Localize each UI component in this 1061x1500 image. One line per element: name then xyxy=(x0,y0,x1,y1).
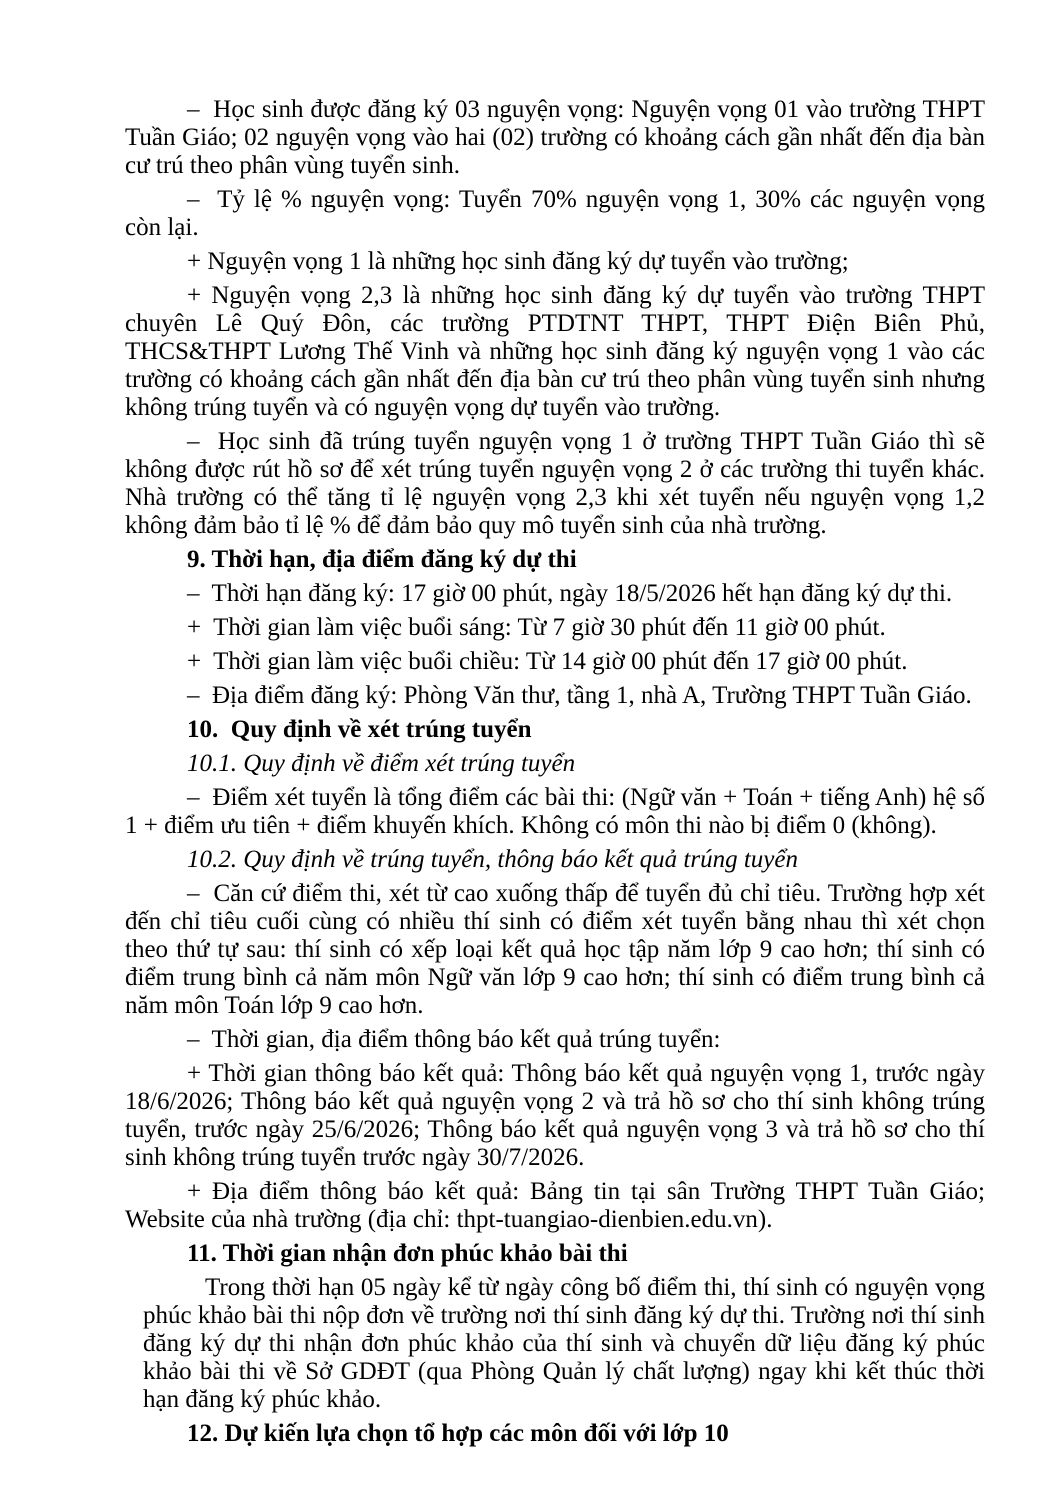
list-item-nguyen-vong-1: + Nguyện vọng 1 là những học sinh đăng ký dự tuyển vào trường; xyxy=(187,248,849,275)
para-trung-tuyen-nguyen-vong-1: – Học sinh đã trúng tuyển nguyện vọng 1 ở trường THPT Tuần Giáo thì sẽ không được rút hồ sơ để xét trúng tuyển nguyện vọng 2 ở các trường thi tuyển khác. Nhà trường có thể tăng tỉ lệ nguyện vọng 2,3 khi xét tuyển nếu nguyện vọng 1,2 không đảm bảo tỉ lệ % để đảm bảo quy mô tuyển sinh của nhà trường. xyxy=(125,428,985,539)
heading-section-11: 11. Thời gian nhận đơn phúc khảo bài thi xyxy=(187,1240,628,1267)
list-item-thoi-gian-dia-diem-thong-bao: – Thời gian, địa điểm thông báo kết quả trúng tuyển: xyxy=(187,1026,721,1053)
para-diem-xet-tuyen: – Điểm xét tuyển là tổng điểm các bài thi: (Ngữ văn + Toán + tiếng Anh) hệ số 1 + điểm ưu tiên + điểm khuyến khích. Không có môn thi nào bị điểm 0 (không). xyxy=(125,784,985,839)
subheading-section-10-2: 10.2. Quy định về trúng tuyển, thông báo kết quả trúng tuyển xyxy=(187,846,798,873)
list-item-nguyen-vong-03: – Học sinh được đăng ký 03 nguyện vọng: Nguyện vọng 01 vào trường THPT Tuần Giáo; 02 nguyện vọng vào hai (02) trường có khoảng cách gần nhất đến địa bàn cư trú theo phân vùng tuyển sinh. xyxy=(125,96,985,179)
list-item-gio-lam-viec-chieu: + Thời gian làm việc buổi chiều: Từ 14 giờ 00 phút đến 17 giờ 00 phút. xyxy=(187,648,908,675)
list-item-gio-lam-viec-sang: + Thời gian làm việc buổi sáng: Từ 7 giờ 30 phút đến 11 giờ 00 phút. xyxy=(187,614,886,641)
list-item-nguyen-vong-2-3: + Nguyện vọng 2,3 là những học sinh đăng ký dự tuyển vào trường THPT chuyên Lê Quý Đôn, các trường PTDTNT THPT, THPT Điện Biên Phủ, THCS&THPT Lương Thế Vinh và những học sinh đăng ký nguyện vọng 1 vào các trường có khoảng cách gần nhất đến địa bàn cư trú theo phân vùng tuyển sinh nhưng không trúng tuyển và có nguyện vọng dự tuyển vào trường. xyxy=(125,282,985,421)
heading-section-12: 12. Dự kiến lựa chọn tổ hợp các môn đối với lớp 10 xyxy=(187,1420,729,1447)
subheading-section-10-1: 10.1. Quy định về điểm xét trúng tuyển xyxy=(187,750,576,777)
heading-section-9: 9. Thời hạn, địa điểm đăng ký dự thi xyxy=(187,546,577,573)
list-item-thoi-han-dang-ky: – Thời hạn đăng ký: 17 giờ 00 phút, ngày 18/5/2026 hết hạn đăng ký dự thi. xyxy=(187,580,953,607)
heading-section-10: 10. Quy định về xét trúng tuyển xyxy=(187,716,532,743)
list-item-ty-le-nguyen-vong: – Tỷ lệ % nguyện vọng: Tuyển 70% nguyện vọng 1, 30% các nguyện vọng còn lại. xyxy=(125,186,985,241)
para-phuc-khao: Trong thời hạn 05 ngày kể từ ngày công bố điểm thi, thí sinh có nguyện vọng phúc khảo bài thi nộp đơn về trường nơi thí sinh đăng ký dự thi. Trường nơi thí sinh đăng ký dự thi nhận đơn phúc khảo của thí sinh và chuyển dữ liệu đăng ký phúc khảo bài thi về Sở GDĐT (qua Phòng Quản lý chất lượng) ngay khi kết thúc thời hạn đăng ký phúc khảo. xyxy=(143,1274,985,1413)
para-can-cu-diem-thi: – Căn cứ điểm thi, xét từ cao xuống thấp để tuyển đủ chỉ tiêu. Trường hợp xét đến chỉ tiêu cuối cùng có nhiều thí sinh có điểm xét tuyển bằng nhau thì xét chọn theo thứ tự sau: thí sinh có xếp loại kết quả học tập năm lớp 9 cao hơn; thí sinh có điểm trung bình cả năm môn Ngữ văn lớp 9 cao hơn; thí sinh có điểm trung bình cả năm môn Toán lớp 9 cao hơn. xyxy=(125,880,985,1019)
list-item-dia-diem-dang-ky: – Địa điểm đăng ký: Phòng Văn thư, tầng 1, nhà A, Trường THPT Tuần Giáo. xyxy=(187,682,972,709)
list-item-thoi-gian-thong-bao-ket-qua: + Thời gian thông báo kết quả: Thông báo kết quả nguyện vọng 1, trước ngày 18/6/2026; Thông báo kết quả nguyện vọng 2 và trả hồ sơ cho thí sinh không trúng tuyển, trước ngày 25/6/2026; Thông báo kết quả nguyện vọng 3 và trả hồ sơ cho thí sinh không trúng tuyển trước ngày 30/7/2026. xyxy=(125,1060,985,1171)
list-item-dia-diem-thong-bao-ket-qua: + Địa điểm thông báo kết quả: Bảng tin tại sân Trường THPT Tuần Giáo; Website của nhà trường (địa chỉ: thpt-tuangiao-dienbien.edu.vn). xyxy=(125,1178,985,1233)
